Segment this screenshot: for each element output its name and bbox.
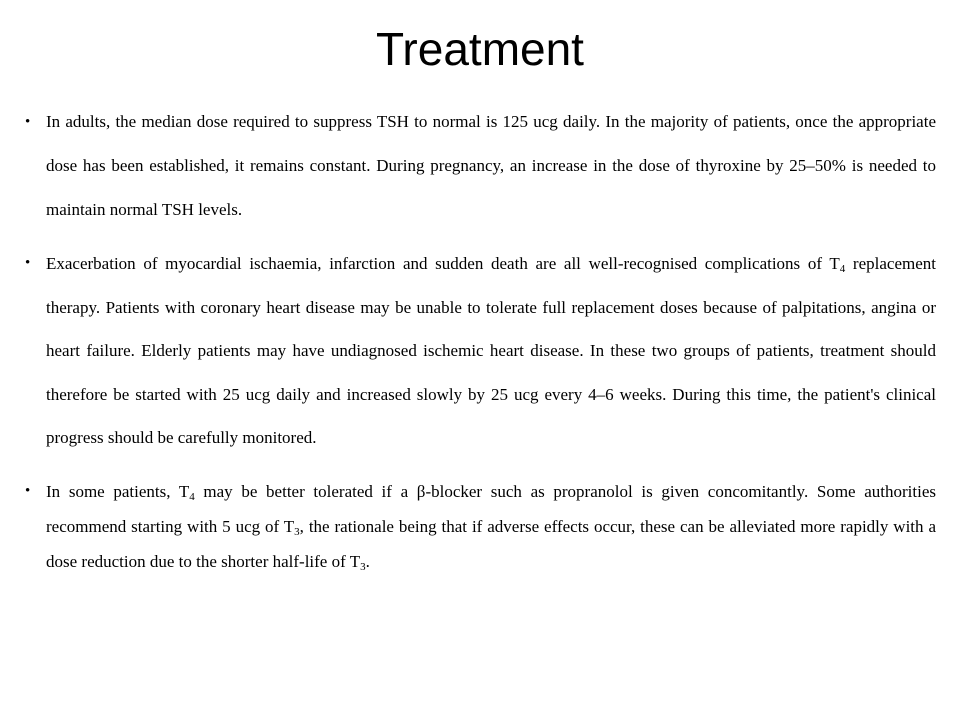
bullet-dot-icon: •: [25, 114, 31, 130]
bullet-item-complications: [25, 242, 936, 460]
bullet-item-dose: [25, 100, 936, 232]
slide-title: Treatment: [376, 23, 584, 75]
bullet-text: In adults, the median dose required to suppress TSH to normal is 125 ucg daily. In the majority of patients, once the appropriate dose has been established, it remains constant. During pregnancy, an increase in the dose of thyroxine by 25–50% is needed to maintain normal TSH levels.: [46, 112, 936, 219]
bullet-text-part: Exacerbation of myocardial ischaemia, infarction and sudden death are all well-recognised complications of T: [46, 254, 840, 273]
bullet-text-part: may be better tolerated if a β-blocker such as propranolol is given concomitantly. Some authorities recommend starting with 5 ucg of T: [46, 481, 937, 536]
bullet-text-part: , the rationale being that if adverse effects occur, these can be alleviated more rapidly with a dose reduction due to the shorter half-life of T: [46, 516, 936, 571]
bullet-dot-icon: •: [25, 255, 31, 271]
bullet-dot-icon: •: [25, 482, 31, 499]
subscript: 3: [360, 560, 366, 573]
bullet-text-part: replacement therapy. Patients with coronary heart disease may be unable to tolerate full replacement doses because of palpitations, angina or heart failure. Elderly patients may have undiagnosed ischemic heart disease. In these two groups of patients, treatment should therefore be started with 25 ucg daily and increased slowly by 25 ucg every 4–6 weeks. During this time, the patient's clinical progress should be carefully monitored.: [46, 254, 936, 447]
bullet-text-part: In some patients, T: [46, 481, 190, 501]
subscript: 4: [839, 263, 846, 275]
subscript: 3: [294, 525, 300, 538]
bullet-list: [25, 100, 937, 589]
subscript: 4: [189, 490, 195, 503]
bullet-text-part: .: [365, 551, 370, 571]
bullet-item-beta-blocker: [25, 474, 937, 579]
